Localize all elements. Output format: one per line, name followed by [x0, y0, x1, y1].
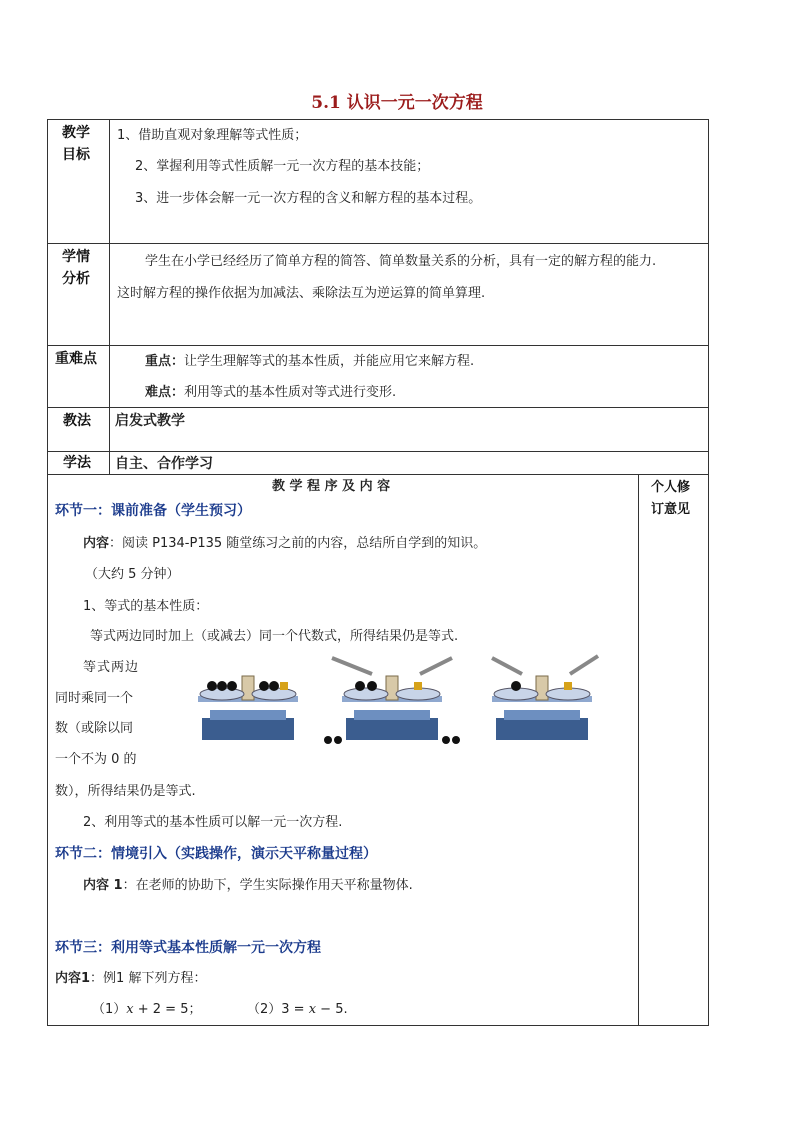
method-value: 启发式教学 [115, 413, 185, 429]
revision-header-text: 个人修 订意见 [651, 480, 691, 517]
property-2-line-4: 一个不为 0 的 [55, 752, 137, 767]
eq1-post: + 2 = 5； [133, 1002, 202, 1017]
row-divider [47, 474, 709, 475]
difficulty-tag: 难点： [145, 385, 185, 400]
eq1-pre: （1） [92, 1002, 127, 1017]
col-divider [638, 474, 639, 1026]
section-1-title: 环节一：课前准备（学生预习） [55, 503, 251, 519]
analysis-line-2: 这时解方程的操作依据为加减法、乘除法互为逆运算的简单算理. [117, 286, 486, 301]
eq2-post: − 5. [316, 1002, 348, 1017]
equation-1 [92, 1000, 201, 1020]
goal-label [62, 122, 102, 166]
analysis-label [62, 246, 102, 290]
section-3-content [55, 969, 206, 989]
row-divider [47, 451, 709, 452]
row-divider [47, 243, 709, 244]
content-text: ：阅读 P134-P135 随堂练习之前的内容，总结所自学到的知识。 [109, 536, 487, 551]
content-tag: 内容 1 [83, 878, 123, 893]
key-label: 重难点 [55, 351, 97, 367]
study-value: 自主、合作学习 [115, 456, 213, 472]
method-label: 教法 [63, 413, 91, 429]
section-3-title: 环节三：利用等式基本性质解一元一次方程 [55, 940, 321, 956]
property-1-text: 等式两边同时加上（或减去）同一个代数式，所得结果仍是等式. [90, 629, 459, 644]
goal-line-3: 3、进一步体会解一元一次方程的含义和解方程的基本过程。 [135, 191, 482, 206]
section-1-content [83, 534, 486, 554]
property-2-line-1: 等式两边 [83, 660, 140, 675]
study-label: 学法 [63, 455, 91, 471]
key-text: 让学生理解等式的基本性质，并能应用它来解方程. [184, 354, 475, 369]
key-tag: 重点： [145, 354, 185, 369]
goal-line-2: 2、掌握利用等式性质解一元一次方程的基本技能； [135, 159, 430, 174]
difficulty-point [145, 383, 396, 403]
section-2-content [83, 876, 413, 896]
row-divider [47, 345, 709, 346]
analysis-line-1: 学生在小学已经经历了简单方程的简答、简单数量关系的分析，具有一定的解方程的能力. [145, 254, 657, 269]
procedure-header: 教 学 程 序 及 内 容 [272, 479, 391, 494]
difficulty-text: 利用等式的基本性质对等式进行变形. [184, 385, 397, 400]
equation-2 [247, 1000, 348, 1020]
balance-scale-1 [198, 676, 298, 740]
balance-scale-illustration [192, 650, 602, 750]
content-text: ：在老师的协助下，学生实际操作用天平称量物体. [122, 878, 413, 893]
balance-scale-2 [324, 658, 460, 744]
goal-line-1: 1、借助直观对象理解等式性质； [117, 128, 308, 143]
content-tag: 内容1 [55, 971, 91, 986]
property-3-text: 2、利用等式的基本性质可以解一元一次方程. [83, 815, 343, 830]
revision-header [651, 477, 705, 521]
balance-scale-3 [492, 656, 598, 740]
eq2-pre: （2）3 = [247, 1002, 309, 1017]
property-2-line-5: 数），所得结果仍是等式. [55, 784, 196, 799]
property-2-line-3: 数（或除以同 [55, 721, 134, 736]
content-tag: 内容 [83, 536, 110, 551]
time-note: （大约 5 分钟） [85, 567, 180, 582]
page-title: 5.1 认识一元一次方程 [311, 93, 483, 113]
row-divider [47, 407, 709, 408]
eq2-var: x [308, 1002, 317, 1017]
property-heading: 1、等式的基本性质： [83, 599, 209, 614]
content-text: ：例1 解下列方程： [90, 971, 207, 986]
col-divider [109, 119, 110, 474]
property-2-line-2: 同时乘同一个 [55, 691, 134, 706]
section-2-title: 环节二：情境引入（实践操作，演示天平称量过程） [55, 846, 377, 862]
goal-label-text: 教学 目标 [62, 125, 90, 163]
analysis-label-text: 学情 分析 [62, 249, 90, 287]
key-point [145, 352, 474, 372]
eq1-var: x [126, 1002, 134, 1017]
